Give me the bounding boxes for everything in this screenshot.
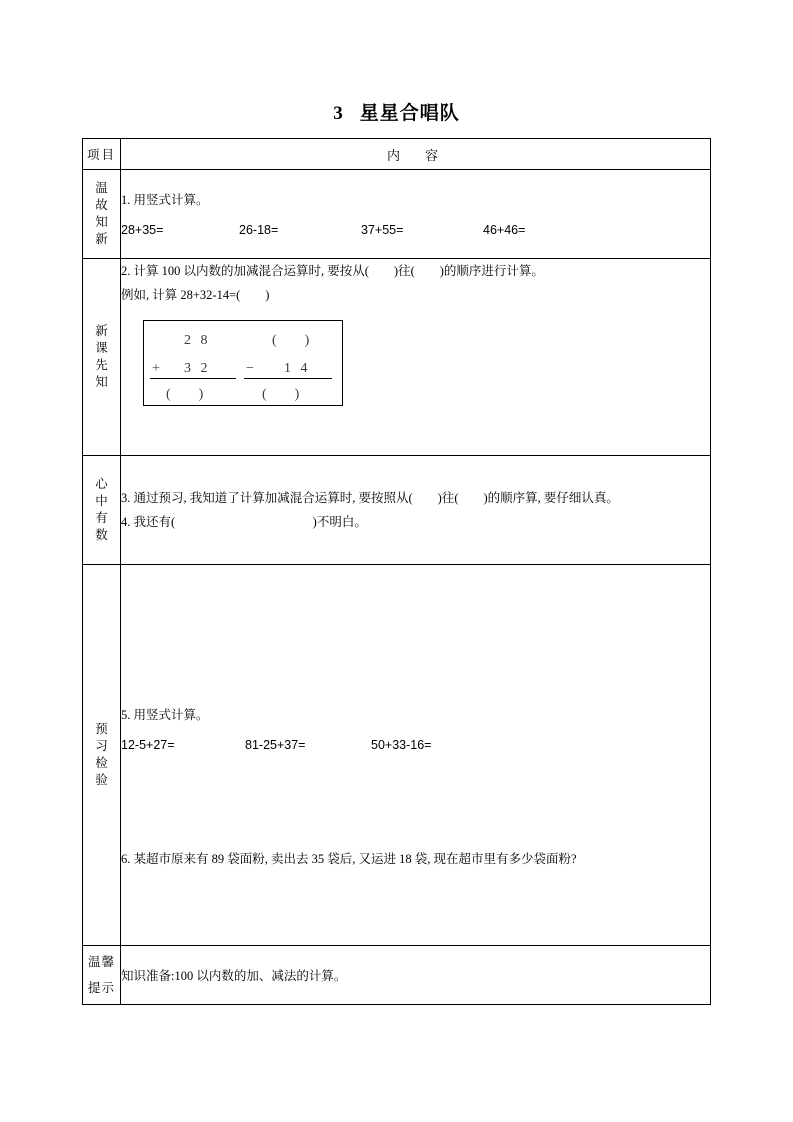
task-2-example: 例如, 计算 28+32-14=( ) [121, 288, 270, 303]
task-1-prompt: 1. 用竖式计算。 [121, 192, 209, 207]
row-label-check [83, 565, 121, 946]
vertical-calculation-box [143, 320, 343, 406]
vcalc-first-result: ( ) [166, 386, 204, 402]
task-2-prompt: 2. 计算 100 以内数的加减混合运算时, 要按从( )往( )的顺序进行计算。 [121, 264, 544, 278]
row-label-text: 新课先知 [95, 323, 108, 390]
row-label-tip-line2: 提示 [87, 981, 115, 995]
equation-item: 81-25+37= [245, 738, 306, 753]
equation-item: 12-5+27= [121, 738, 175, 753]
table-header-row [83, 139, 711, 170]
vcalc-first-top: 2 8 [184, 332, 211, 348]
header-cell-content: 内 容 [121, 139, 711, 170]
equation-item: 37+55= [361, 223, 404, 238]
equation-item: 28+35= [121, 223, 164, 238]
task-1-equations [121, 218, 710, 240]
page-title [0, 98, 793, 125]
table-row [83, 170, 711, 259]
table-row [83, 565, 711, 946]
equation-item: 46+46= [483, 223, 526, 238]
row-content-tip: 知识准备:100 以内数的加、减法的计算。 [121, 946, 711, 1005]
task-3-prompt: 3. 通过预习, 我知道了计算加减混合运算时, 要按照从( )往( )的顺序算, 要仔细认真。 [121, 490, 619, 505]
task-4-prompt: 4. 我还有( )不明白。 [121, 515, 367, 529]
row-label-understanding [83, 456, 121, 565]
row-label-preview [83, 259, 121, 456]
header-cell-label: 项目 [83, 139, 121, 170]
row-label-text: 预习检验 [95, 721, 108, 788]
vertical-calculation-wrapper [143, 320, 710, 406]
row-label-tip-line1: 温馨 [87, 954, 115, 969]
table-row [83, 946, 711, 1005]
task-5-prompt: 5. 用竖式计算。 [121, 708, 209, 722]
equation-item: 26-18= [239, 223, 279, 238]
row-label-text: 心中有数 [95, 476, 108, 543]
vcalc-first-rule [150, 378, 236, 380]
task-6-prompt: 6. 某超市原来有 89 袋面粉, 卖出去 35 袋后, 又运进 18 袋, 现在超市里有多少袋面粉? [121, 852, 577, 867]
vcalc-first-bottom: 3 2 [184, 360, 211, 376]
row-label-text: 温故知新 [95, 180, 108, 247]
vcalc-second-operator: − [246, 360, 257, 376]
table-row [83, 259, 711, 456]
vcalc-second-bottom: 1 4 [284, 360, 311, 376]
row-label-review [83, 170, 121, 259]
task-5-equations [121, 733, 710, 755]
vcalc-second-rule [244, 378, 332, 380]
answer-space-top [121, 565, 710, 703]
page-title-number: 3 [333, 103, 344, 124]
page-title-text: 星星合唱队 [359, 103, 460, 124]
row-content-review [121, 170, 711, 259]
row-label-tip [83, 946, 121, 1005]
vcalc-second-result: ( ) [262, 386, 300, 402]
vcalc-second-top: ( ) [272, 332, 310, 348]
answer-space-middle [121, 755, 710, 847]
row-content-check [121, 565, 711, 946]
table-row [83, 456, 711, 565]
worksheet-table [82, 138, 711, 1005]
vcalc-first-operator: + [152, 360, 163, 376]
equation-item: 50+33-16= [371, 738, 432, 753]
row-content-preview [121, 259, 711, 456]
row-content-understanding [121, 456, 711, 565]
